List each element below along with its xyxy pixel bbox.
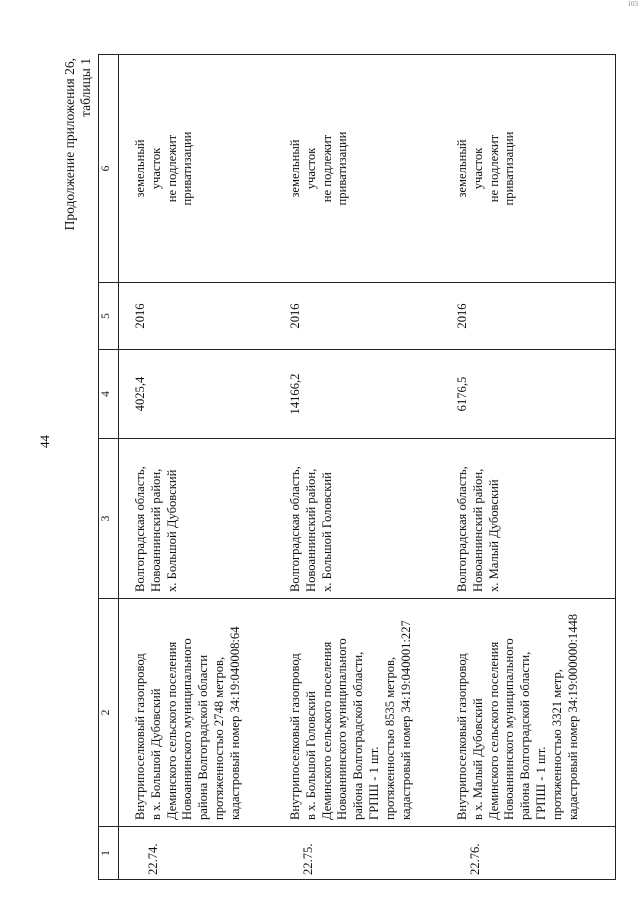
object-description	[119, 599, 275, 827]
object-description	[274, 599, 441, 827]
object-area: 6176,5	[441, 350, 616, 439]
edge-mark: 103	[627, 0, 638, 8]
column-header: 4	[99, 350, 119, 439]
rotated-sheet	[62, 55, 580, 880]
object-area: 14166,2	[274, 350, 441, 439]
note-line: приватизации	[335, 131, 350, 206]
column-header: 5	[99, 283, 119, 350]
description-line: ГРПШ - 1 шт.	[533, 746, 548, 820]
note-line: земельный	[133, 139, 147, 198]
object-address	[441, 439, 616, 599]
description-line: кадастровый номер 34:19:040001:227	[398, 620, 413, 820]
description-line: Новоаннинского муниципального	[335, 638, 350, 820]
description-line: протяженностью 2748 метров,	[211, 656, 226, 820]
address-line: х. Малый Дубовский	[486, 479, 501, 592]
description-line: протяженностью 8535 метров,	[382, 656, 397, 820]
table-row	[119, 55, 275, 880]
object-note	[119, 55, 275, 283]
description-line: кадастровый номер 34:19:040008:64	[227, 626, 242, 820]
description-line: Деминского сельского поселения	[164, 641, 179, 820]
description-line: Внутрипоселковый газопровод	[288, 653, 302, 820]
address-line: х. Большой Головский	[319, 472, 334, 592]
address-line: Новоаннинский район,	[148, 468, 163, 592]
description-line: протяженностью 3321 метр,	[549, 669, 564, 820]
page-number: 44	[37, 435, 52, 448]
description-line: Внутрипоселковый газопровод	[133, 653, 147, 820]
row-number: 22.76.	[441, 827, 616, 880]
note-line: не подлежит	[319, 134, 334, 203]
address-line: Новоаннинский район,	[470, 468, 485, 592]
note-line: земельный	[455, 139, 469, 198]
note-line: приватизации	[502, 131, 517, 206]
address-line: Новоаннинский район,	[303, 468, 318, 592]
address-line: Волгоградская область,	[455, 466, 469, 592]
continuation-line: Продолжение приложения 26,	[62, 58, 77, 231]
description-line: ГРПШ - 1 шт.	[366, 746, 381, 820]
note-line: участок	[148, 147, 163, 190]
object-year: 2016	[119, 283, 275, 350]
note-line: приватизации	[180, 131, 195, 206]
table-row	[441, 55, 616, 880]
object-year: 2016	[274, 283, 441, 350]
description-line: района Волгоградской области,	[518, 651, 533, 820]
object-address	[119, 439, 275, 599]
continuation-header	[62, 58, 94, 230]
continuation-line: таблицы 1	[78, 58, 93, 117]
column-header: 3	[99, 439, 119, 599]
note-line: не подлежит	[486, 134, 501, 203]
property-table	[98, 54, 616, 880]
description-line: Деминского сельского поселения	[486, 641, 501, 820]
description-line: в х. Малый Дубовский	[470, 698, 485, 820]
description-line: Внутрипоселковый газопровод	[455, 653, 469, 820]
row-number: 22.74.	[119, 827, 275, 880]
object-note	[441, 55, 616, 283]
description-line: в х. Большой Головский	[303, 691, 318, 820]
column-header: 6	[99, 55, 119, 283]
address-line: Волгоградская область,	[288, 466, 302, 592]
note-line: земельный	[288, 139, 302, 198]
description-line: Новоаннинского муниципального	[502, 638, 517, 820]
object-year: 2016	[441, 283, 616, 350]
description-line: Деминского сельского поселения	[319, 641, 334, 820]
column-header: 1	[99, 827, 119, 880]
description-line: Новоаннинского муниципального	[180, 638, 195, 820]
description-line: в х. Большой Дубовский	[148, 688, 163, 820]
object-address	[274, 439, 441, 599]
address-line: х. Большой Дубовский	[164, 469, 179, 592]
note-line: участок	[303, 147, 318, 190]
note-line: участок	[470, 147, 485, 190]
table-row	[274, 55, 441, 880]
note-line: не подлежит	[164, 134, 179, 203]
description-line: района Волгоградской области,	[351, 651, 366, 820]
column-header: 2	[99, 599, 119, 827]
object-area: 4025,4	[119, 350, 275, 439]
table-header-row	[99, 55, 119, 880]
description-line: кадастровый номер 34:19:000000:1448	[565, 613, 580, 820]
address-line: Волгоградская область,	[133, 466, 147, 592]
row-number: 22.75.	[274, 827, 441, 880]
description-line: района Волгоградской области	[196, 654, 211, 820]
object-note	[274, 55, 441, 283]
object-description	[441, 599, 616, 827]
